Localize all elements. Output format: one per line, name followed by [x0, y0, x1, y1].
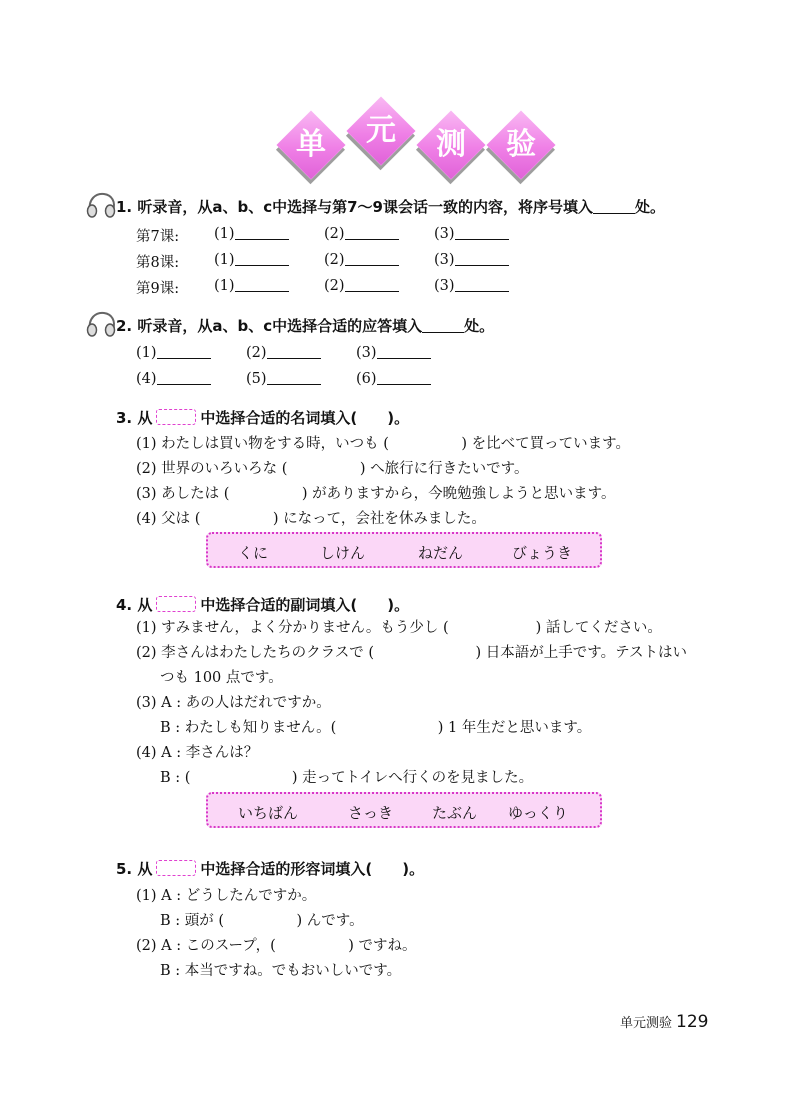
question-5-text: 中选择合适的形容词填入( )。 — [200, 860, 425, 878]
q2-item-1 — [136, 344, 211, 361]
q4-line-4b: B : ( ) 走ってトイレへ行くのを見ました。 — [160, 770, 534, 786]
q4-line-4: (4) A : 李さんは？ — [136, 745, 259, 761]
blank — [235, 277, 289, 292]
question-1-text: 1. 听录音，从a、b、c中选择与第7～9课会话一致的内容，将序号填入 — [116, 198, 593, 216]
question-1-prompt — [116, 196, 665, 217]
title-diamond-1 — [278, 112, 344, 178]
title-char: 元 — [366, 113, 396, 148]
q5-line-1b: B : 頭が ( ) んです。 — [160, 913, 364, 929]
q4-line-1: (1) すみません，よく分かりません。もう少し ( ) 話してください。 — [136, 620, 662, 636]
item-number: (6) — [356, 371, 377, 387]
title-diamond-3 — [418, 112, 484, 178]
choice-word: くに — [238, 544, 269, 562]
q3-line-4: (4) 父は ( ) になって，会社を休みました。 — [136, 511, 486, 527]
question-5-number: 5. 从 — [116, 860, 153, 878]
question-4-prompt — [116, 594, 409, 615]
item-number: (2) — [246, 345, 267, 361]
q1-row-2-item-1 — [214, 251, 289, 268]
blank — [345, 251, 399, 266]
footer-label: 单元测验 — [620, 1016, 673, 1031]
q3-word-choices — [206, 532, 602, 568]
q4-line-3: (3) A : あの人はだれですか。 — [136, 695, 331, 711]
q3-line-3: (3) あしたは ( ) がありますから，今晩勉強しようと思います。 — [136, 486, 616, 502]
choice-word: ゆっくり — [508, 804, 568, 822]
item-number: (4) — [136, 371, 157, 387]
q4-line-2: (2) 李さんはわたしたちのクラスで ( ) 日本語が上手です。テストはい — [136, 645, 688, 661]
choice-word: ねだん — [418, 544, 464, 562]
q5-line-2b: B : 本当ですね。でもおいしいです。 — [160, 963, 402, 979]
choice-box-indicator — [156, 860, 196, 876]
title-char: 验 — [506, 127, 536, 162]
q3-line-1: (1) わたしは買い物をする時，いつも ( ) を比べて買っています。 — [136, 436, 631, 452]
question-2-suffix: 处。 — [464, 317, 495, 335]
q2-item-6 — [356, 370, 431, 387]
q5-line-2: (2) A : このスープ，( ) ですね。 — [136, 938, 417, 954]
q1-row-1-item-2 — [324, 225, 399, 242]
blank — [157, 344, 211, 359]
q4-word-choices — [206, 792, 602, 828]
blank — [377, 344, 431, 359]
q3-line-2: (2) 世界のいろいろな ( ) へ旅行に行きたいです。 — [136, 461, 529, 477]
q2-item-2 — [246, 344, 321, 361]
q4-line-2-cont: つも 100 点です。 — [160, 670, 283, 686]
q1-row-1-item-1 — [214, 225, 289, 242]
blank — [345, 277, 399, 292]
q1-row-1 — [136, 225, 179, 246]
page-footer — [620, 1012, 708, 1032]
page-number: 129 — [676, 1012, 709, 1032]
blank — [593, 199, 635, 214]
q1-row-3-item-2 — [324, 277, 399, 294]
title-char: 单 — [296, 127, 326, 162]
row-label: 第9课: — [136, 281, 180, 297]
choice-word: いちばん — [238, 804, 299, 822]
choice-box-indicator — [156, 596, 196, 612]
blank — [455, 225, 509, 240]
question-3-number: 3. 从 — [116, 409, 153, 427]
choice-word: たぶん — [432, 804, 478, 822]
choice-box-indicator — [156, 409, 196, 425]
q1-row-2-item-2 — [324, 251, 399, 268]
blank — [422, 318, 464, 333]
headphones-icon — [84, 191, 118, 219]
item-number: (1) — [214, 278, 235, 294]
item-number: (2) — [324, 278, 345, 294]
q2-item-4 — [136, 370, 211, 387]
question-2-text: 2. 听录音，从a、b、c中选择合适的应答填入 — [116, 317, 423, 335]
blank — [455, 277, 509, 292]
question-1-suffix: 处。 — [635, 198, 666, 216]
title-char: 测 — [436, 127, 466, 162]
question-4-text: 中选择合适的副词填入( )。 — [200, 596, 410, 614]
item-number: (1) — [214, 252, 235, 268]
blank — [235, 225, 289, 240]
item-number: (5) — [246, 371, 267, 387]
question-4-number: 4. 从 — [116, 596, 153, 614]
item-number: (2) — [324, 252, 345, 268]
blank — [377, 370, 431, 385]
q2-item-5 — [246, 370, 321, 387]
item-number: (3) — [356, 345, 377, 361]
q1-row-1-item-3 — [434, 225, 509, 242]
blank — [455, 251, 509, 266]
q2-item-3 — [356, 344, 431, 361]
item-number: (3) — [434, 252, 455, 268]
row-label: 第7课: — [136, 229, 180, 245]
blank — [267, 344, 321, 359]
item-number: (3) — [434, 226, 455, 242]
choice-word: さっき — [348, 804, 394, 822]
blank — [157, 370, 211, 385]
q4-line-3b: B : わたしも知りません。( ) 1 年生だと思います。 — [160, 720, 592, 736]
question-3-text: 中选择合适的名词填入( )。 — [200, 409, 410, 427]
blank — [267, 370, 321, 385]
question-3-prompt — [116, 407, 409, 428]
q5-line-1: (1) A : どうしたんですか。 — [136, 888, 317, 904]
q1-row-2-item-3 — [434, 251, 509, 268]
question-2-prompt — [116, 315, 494, 336]
choice-word: しけん — [320, 544, 366, 562]
blank — [345, 225, 399, 240]
item-number: (1) — [214, 226, 235, 242]
blank — [235, 251, 289, 266]
title-diamond-4 — [488, 112, 554, 178]
q1-row-3-item-3 — [434, 277, 509, 294]
row-label: 第8课: — [136, 255, 180, 271]
choice-word: びょうき — [512, 544, 573, 562]
q1-row-2 — [136, 251, 179, 272]
q1-row-3-item-1 — [214, 277, 289, 294]
headphones-icon — [84, 310, 118, 338]
item-number: (1) — [136, 345, 157, 361]
item-number: (3) — [434, 278, 455, 294]
unit-test-title — [278, 96, 578, 180]
question-5-prompt — [116, 858, 424, 879]
item-number: (2) — [324, 226, 345, 242]
title-diamond-2 — [348, 98, 414, 164]
q1-row-3 — [136, 277, 179, 298]
